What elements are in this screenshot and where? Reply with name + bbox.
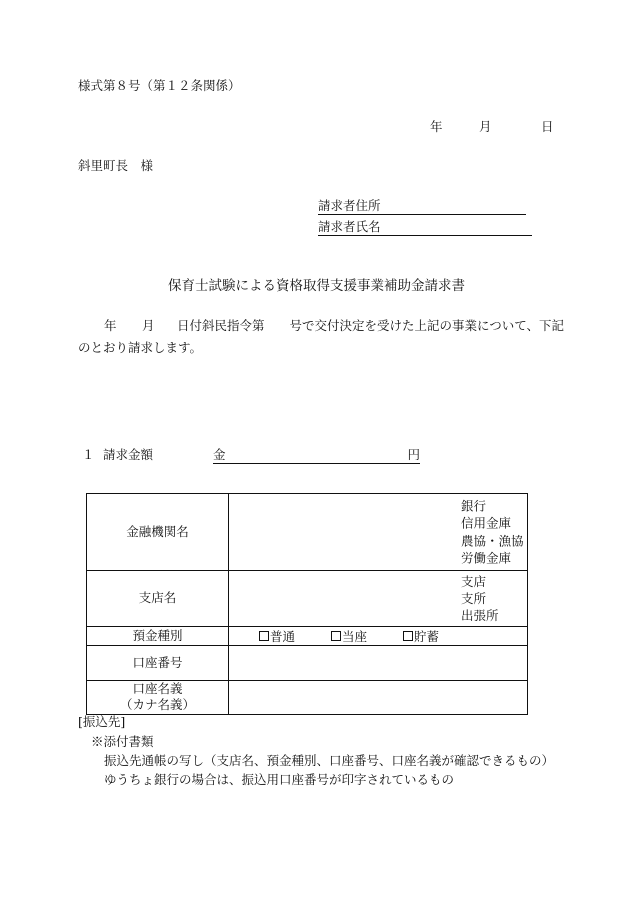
amount-number: １ xyxy=(82,447,95,462)
amount-label: 請求金額 xyxy=(103,447,154,462)
checkbox-icon[interactable] xyxy=(403,631,413,641)
date-day: 日 xyxy=(541,119,554,134)
institution-label: 金融機関名 xyxy=(87,494,229,571)
account-number-value-cell xyxy=(229,646,528,681)
account-number-row xyxy=(87,646,528,681)
account-type-chochiku[interactable]: 貯蓄 xyxy=(403,627,475,645)
checkbox-icon[interactable] xyxy=(259,631,269,641)
body-month: 月 xyxy=(142,318,155,333)
attachment-item-2: ゆうちょ銀行の場合は、振込用口座番号が印字されているもの xyxy=(104,772,455,787)
branch-label: 支店名 xyxy=(87,571,229,627)
account-holder-value-cell xyxy=(229,681,528,715)
claimant-name-label: 請求者氏名 xyxy=(318,219,381,234)
document-title: 保育士試験による資格取得支援事業補助金請求書 xyxy=(168,278,465,294)
account-type-futsu[interactable]: 普通 xyxy=(259,627,331,645)
account-type-toza[interactable]: 当座 xyxy=(331,627,403,645)
account-type-row xyxy=(87,627,528,646)
branch-kind-office: 出張所 xyxy=(461,608,499,624)
body-line1-rest: 日付斜民指令第 号で交付決定を受けた上記の事業について、下記 xyxy=(177,318,565,333)
amount-prefix: 金 xyxy=(213,447,226,462)
institution-kind-nokyo: 農協・漁協 xyxy=(461,533,524,548)
date-month: 月 xyxy=(479,119,492,134)
body-line2: のとおり請求します。 xyxy=(78,340,203,355)
transfer-label: [振込先] xyxy=(78,714,126,729)
account-holder-kana-label: （カナ名義） xyxy=(119,697,195,713)
institution-value-cell xyxy=(229,494,528,571)
form-number: 様式第８号（第１２条関係） xyxy=(78,78,241,93)
branch-value-cell xyxy=(229,571,528,627)
account-type-value-cell xyxy=(229,627,528,646)
account-holder-row xyxy=(87,681,528,715)
institution-kind-shinkin: 信用金庫 xyxy=(461,515,512,531)
institution-kinds xyxy=(461,498,524,567)
account-number-label: 口座番号 xyxy=(87,646,229,681)
institution-kind-rokin: 労働金庫 xyxy=(461,550,512,566)
claimant-address-label: 請求者住所 xyxy=(318,198,381,213)
addressee: 斜里町長 様 xyxy=(78,158,154,173)
account-holder-label: 口座名義 xyxy=(132,681,183,696)
body-year: 年 xyxy=(104,318,117,333)
claimant-address-field xyxy=(318,198,526,215)
bank-account-table xyxy=(86,493,528,715)
attachments-heading: ※添付書類 xyxy=(91,734,154,749)
date-year: 年 xyxy=(430,119,443,134)
branch-kind-subbranch: 支所 xyxy=(461,590,487,606)
claimant-name-field xyxy=(318,219,532,236)
attachment-item-1: 振込先通帳の写し（支店名、預金種別、口座番号、口座名義が確認できるもの） xyxy=(104,753,555,768)
branch-row xyxy=(87,571,528,627)
amount-field xyxy=(213,447,420,464)
institution-row xyxy=(87,494,528,571)
branch-kinds xyxy=(461,573,499,625)
amount-unit: 円 xyxy=(407,447,420,462)
account-type-label: 預金種別 xyxy=(87,627,229,646)
institution-kind-bank: 銀行 xyxy=(461,498,487,514)
branch-kind-branch: 支店 xyxy=(461,573,487,589)
checkbox-icon[interactable] xyxy=(331,631,341,641)
account-holder-label-cell xyxy=(87,681,229,715)
